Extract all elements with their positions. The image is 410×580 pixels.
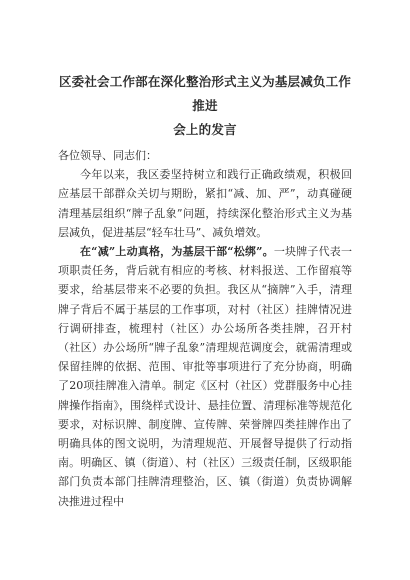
paragraph-2 [58,242,352,511]
title-line-2: 会上的发言 [173,122,237,137]
paragraph-2-text: 一块牌子代表一项职责任务，背后就有相应的考核、材料报送、工作留痕等要求，给基层带来不必要的负担。我区从“摘牌”入手，清理牌子背后不属于基层的工作事项，对村（社区）挂牌情况进行调研排查，梳理村（社区）办公场所各类挂牌，召开村（社区）办公场所“牌子乱象”清理规范调度会，就需清理或保留挂牌的依据、范围、审批等事项进行了充分协商，明确了20项挂牌准入清单。制定《区村（社区）党群服务中心挂牌操作指南》，围绕样式设计、悬挂位置、清理标准等规范化要求，对标识牌、制度牌、宣传牌、荣誉牌四类挂牌作出了明确具体的图文说明，为清理规范、开展督导提供了行动指南。明确区、镇（街道）、村（社区）三级责任制，区级职能部门负责本部门挂牌清理整治，区、镇（街道）负责协调解决推进过程中 [58,245,352,508]
document-title [58,70,352,142]
paragraph-2-lead: 在“减”上动真格，为基层干部“松绑”。 [80,245,274,259]
paragraph-1 [58,165,352,242]
paragraph-1-text: 今年以来，我区委坚持树立和践行正确政绩观，积极回应基层干部群众关切与期盼，紧扣“减、加、严”，动真碰硬清理基层组织“牌子乱象”问题，持续深化整治形式主义为基层减负，促进基层“轻车壮马”、减负增效。 [58,168,352,239]
salutation: 各位领导、同志们： [58,149,157,162]
title-line-1: 区委社会工作部在深化整治形式主义为基层减负工作推进 [58,74,352,113]
